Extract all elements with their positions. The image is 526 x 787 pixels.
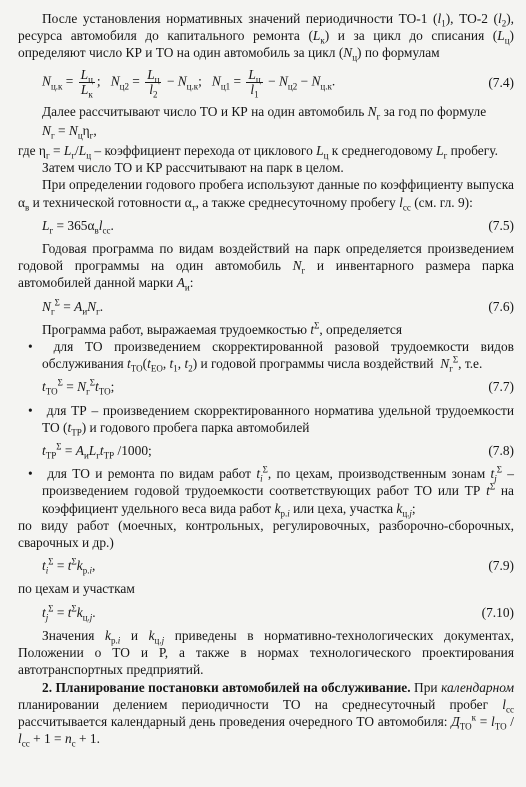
equation-7-8: $t_{ТР}^\Sigma = A_иL_гt_{ТР}$ /1000; (7.8) <box>42 441 514 461</box>
section-heading: 2. Планирование постановки автомобилей на обслуживание. <box>42 679 411 695</box>
paragraph-eta: где $\eta_г = L_г/L_ц$ – коэффициент перехода от циклового $L_ц$ к среднегодовому $L_г$ пробегу. <box>18 143 498 161</box>
paragraph-intro: После установления нормативных значений периодичности ТО-1 $(l_1)$, ТО-2 $(l_2)$, ресурса автомобиля до капитального ремонта $(L_к)$ и за цикл до списания $(L_ц)$ определяют число КР и ТО на один автомобиль за цикл $(N_ц)$ по формулам <box>18 11 515 64</box>
equation-7-7: $t_{ТО}^\Sigma = N_г^\Sigma t_{ТО}$; (7.7) <box>42 377 514 398</box>
paragraph-program: Годовая программа по видам воздействий на парк определяется произведением годовой программы на один автомобиль $N_г$ и инвентарного размера парка автомобилей данной марки $A_и$: <box>18 241 514 294</box>
paragraph-by-work: по виду работ (моечных, контрольных, регулировочных, разборочно-сборочных, сварочных и др.) <box>18 517 514 551</box>
paragraph-section-2: 2. Планирование постановки автомобилей на обслуживание. При календарном планировании делением периодичности ТО на среднесуточный пробег $l_{сс}$ рассчитывается календарный день проведения очередного ТО автомобиля: $Д_{ТО}^к = l_{ТО} / l_{сс} + 1 = n_с + 1$. <box>18 679 514 749</box>
bullet-tr: • для ТР – произведением скорректированного норматива удельной трудоемкости ТО $(t_{ТР})$ и годового пробега парка автомобилей <box>28 402 514 436</box>
bullet-works: • для ТО и ремонта по видам работ $t_i^\Sigma$, по цехам, производственным зонам $t_j^\Sigma$ – произведением годовой трудоемкости соответствующих работ ТО или ТР $t^\Sigma$ на коэффициент удельного веса вида работ $k_{р.i}$ или цеха, участка $k_{ц.j}$; <box>28 465 514 517</box>
equation-number: (7.4) <box>488 74 514 90</box>
paragraph-annual: Далее рассчитывают число ТО и КР на один автомобиль $N_г$ за год по формуле <box>42 103 487 122</box>
equation-7-5: $L_г = 365\alpha_вl_{сс}$. (7.5) <box>42 217 514 236</box>
equation-7-4: $N_{ц.к}$ = $\frac{L_ц}{L_к}$ ; $N_{ц2}$ = $\frac{L_ц}{l_2}$ − $N_{ц.к}$; $N_{ц1}$ = $\frac{L_ц}{l_1}$ − $N_{ц2} - N_{ц.к}$. (7.4) <box>42 66 514 100</box>
equation-ng: $N_г = N_ц\eta_г$, <box>42 122 97 141</box>
paragraph-labor: Программа работ, выражаемая трудоемкостью $t^\Sigma$, определяется <box>42 320 403 337</box>
bullet-to: • для ТО произведением скорректированной разовой трудоемкости видов обслуживания $t_{ТО}(t_{ЕО}$, $t_1$, $t_2$) и годовой программы числа воздействий $N_г^\Sigma$, т.е. <box>28 338 514 372</box>
equation-7-10: $t_j^\Sigma = t^\Sigma k_{ц.j}$. (7.10) <box>42 603 514 623</box>
equation-7-6: $N_г^\Sigma = A_иN_г$. (7.6) <box>42 297 514 317</box>
paragraph-values: Значения $k_{р.i}$ и $k_{ц.j}$ приведены в нормативно-технологических документах, Положении о ТО и Р, а также в нормах технологического проектирования автотранспортных предприятий. <box>18 627 514 678</box>
paragraph-mileage: При определении годового пробега используют данные по коэффициенту выпуска $\alpha_в$ и технической готовности $\alpha_т$, а также среднесуточному пробегу $l_{сс}$ (см. гл. 9): <box>18 177 514 213</box>
equation-7-9: $t_i^\Sigma = t^\Sigma k_{р.i}$, (7.9) <box>42 556 514 576</box>
paragraph-fleet: Затем число ТО и КР рассчитывают на парк в целом. <box>42 160 344 176</box>
paragraph-by-shop: по цехам и участкам <box>18 581 135 597</box>
